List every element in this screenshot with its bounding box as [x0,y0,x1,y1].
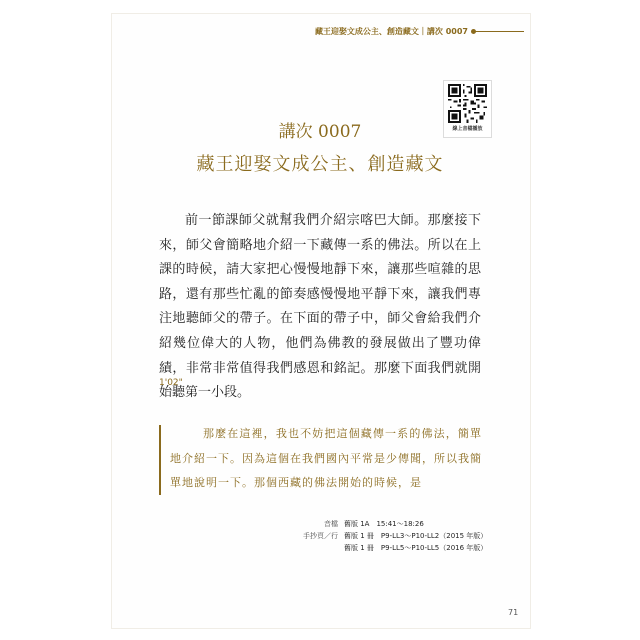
audio-timestamp: 1'02" [159,378,183,388]
audio-metadata [268,518,487,554]
header-rule [474,31,524,32]
page-number: 71 [508,608,519,617]
meta-row-audio [268,518,487,530]
quote-bar [159,425,161,495]
meta-row-manuscript [268,530,487,542]
meta-row-manuscript-2016 [268,542,487,554]
running-header [315,26,524,37]
header-dot [471,29,476,34]
meta-label: 音檔 [324,520,338,528]
meta-value: 舊版 1 冊 P9-LL3～P10-LL2（2015 年版） [344,532,488,540]
lecture-title: 藏王迎娶文成公主、創造藏文 [196,154,444,175]
meta-value: 舊版 1 冊 P9-LL5～P10-LL5（2016 年版） [344,544,488,552]
meta-value: 舊版 1A 15:41～18:26 [344,520,424,528]
body-paragraph: 前一節課師父就幫我們介紹宗喀巴大師。那麼接下來，師父會簡略地介紹一下藏傳一系的佛法。所以在上課的時候，請大家把心慢慢地靜下來，讓那些喧雜的思路，還有那些忙亂的節奏感慢慢地平靜下來，讓我們專注地聽師父的帶子。在下面的帶子中，師父會給我們介紹幾位偉大的人物，他們為佛教的發展做出了豐功偉績，非常非常值得我們感恩和銘記。那麼下面我們就開始聽第一小段。 [159,213,481,401]
meta-label: 手抄頁／行 [303,532,338,540]
quote-text: 那麼在這裡，我也不妨把這個藏傳一系的佛法，簡單地介紹一下。因為這個在我們國內平常是少傳聞，所以我簡單地說明一下。那個西藏的佛法開始的時候，是 [170,427,482,489]
qr-label: 線上音檔播放 [452,126,483,132]
running-header-text: 藏王迎娶文成公主、創造藏文｜講次 0007 [314,27,468,36]
lecture-number: 講次 0007 [278,122,362,142]
